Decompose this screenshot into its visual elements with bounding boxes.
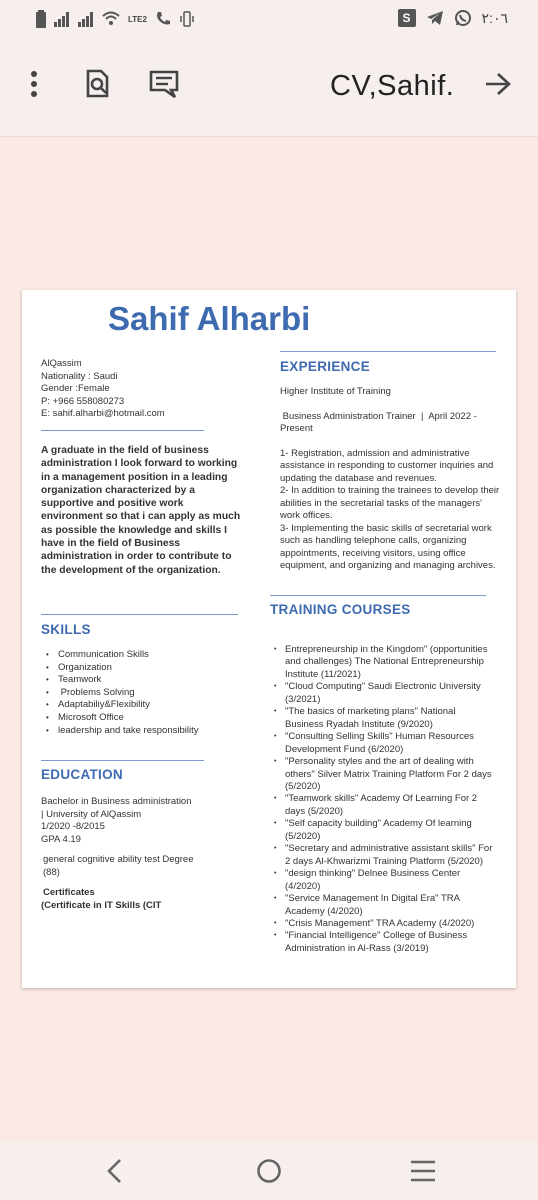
comment-icon[interactable] xyxy=(144,64,184,104)
back-icon[interactable] xyxy=(94,1154,134,1188)
list-item: • "Financial Intelligence" College of Business Administration in Al-Rass (3/2019) xyxy=(274,930,496,955)
vibrate-icon xyxy=(179,11,195,27)
search-doc-icon[interactable] xyxy=(78,64,118,104)
list-item: • "Personality styles and the art of dealing with others" Silver Matrix Training Platform For 2 days (5/2020) xyxy=(274,756,496,793)
test: general cognitive ability test Degree xyxy=(43,854,194,865)
network-label: LTE2 xyxy=(128,14,147,24)
contact-line: Nationality : Saudi xyxy=(41,370,118,382)
arrow-right-icon[interactable] xyxy=(478,64,518,104)
telegram-icon xyxy=(426,10,444,26)
list-item: • Organization xyxy=(46,662,198,675)
signal-icon xyxy=(54,11,70,27)
list-item: • Problems Solving xyxy=(46,687,198,700)
experience-block xyxy=(280,386,502,573)
skills-list xyxy=(46,649,198,737)
experience-heading: EXPERIENCE xyxy=(280,359,371,374)
status-icons-left xyxy=(36,10,195,28)
list-item: • "Service Management In Digital Era" TRA Academy (4/2020) xyxy=(274,893,496,918)
experience-duty: 1- Registration, admission and administrative assistance in responding to customer inquiries and updating the database and revenues. xyxy=(280,447,494,484)
list-item: • "Consulting Selling Skills" Human Resources Development Fund (6/2020) xyxy=(274,731,496,756)
list-item: • "Teamwork skills" Academy Of Learning For 2 days (5/2020) xyxy=(274,793,496,818)
battery-icon xyxy=(36,10,46,28)
divider xyxy=(270,595,486,596)
experience-role: Business Administration Trainer | April 2022 - Present xyxy=(280,410,480,434)
navigation-bar xyxy=(0,1142,538,1200)
divider xyxy=(41,614,238,615)
list-item: • Communication Skills xyxy=(46,649,198,662)
cv-name: Sahif Alharbi xyxy=(108,300,311,337)
list-item: • Entrepreneurship in the Kingdom" (opportunities and challenges) The National Entrepreneurship Institute (11/2021) xyxy=(274,644,496,681)
skills-heading: SKILLS xyxy=(41,622,91,637)
clock: ٢:٠٦ xyxy=(481,9,508,26)
degree: Bachelor in Business administration xyxy=(41,796,192,807)
app-bar xyxy=(0,40,538,137)
cv-page xyxy=(22,290,516,988)
list-item: • Teamwork xyxy=(46,674,198,687)
university: | University of AlQassim xyxy=(41,808,142,820)
list-item: • Microsoft Office xyxy=(46,712,198,725)
education-heading: EDUCATION xyxy=(41,767,123,782)
s-app-icon: S xyxy=(398,9,416,27)
list-item: • Adaptabiliy&Flexibility xyxy=(46,699,198,712)
contact-line: E: sahif.alharbi@hotmail.com xyxy=(41,408,165,419)
wifi-icon xyxy=(102,11,120,27)
list-item: • leadership and take responsibility xyxy=(46,725,198,738)
courses-list xyxy=(274,644,496,955)
home-icon[interactable] xyxy=(249,1154,289,1188)
signal-icon xyxy=(78,11,94,27)
list-item: • "The basics of marketing plans" National Business Ryadah Institute (9/2020) xyxy=(274,706,496,731)
whatsapp-icon xyxy=(454,9,472,27)
list-item: • "Secretary and administrative assistant skills" For 2 days Al-Khwarizmi Training Platform (5/2020) xyxy=(274,843,496,868)
list-item: • "Crisis Management" TRA Academy (4/2020) xyxy=(274,918,496,930)
document-title: CV,Sahif. xyxy=(330,70,455,102)
divider xyxy=(41,760,204,761)
experience-org: Higher Institute of Training xyxy=(280,386,391,397)
education-block xyxy=(41,796,241,912)
contact-line: AlQassim xyxy=(41,358,82,369)
list-item: • "Self capacity building" Academy Of learning (5/2020) xyxy=(274,818,496,843)
dates: 1/2020 -8/2015 xyxy=(41,821,105,832)
training-heading: TRAINING COURSES xyxy=(270,602,411,617)
experience-duty: 3- Implementing the basic skills of secretarial work such as handling telephone calls, organizing appointments, receiving visitors, using office equipment, and organizing and managing archives. xyxy=(280,522,496,571)
contact-line: P: +966 558080273 xyxy=(41,395,125,407)
more-vert-icon[interactable] xyxy=(14,64,54,104)
test-score: (88) xyxy=(43,866,60,878)
contact-line: Gender :Female xyxy=(41,383,110,394)
certificates-label: Certificates xyxy=(43,887,95,898)
certificate: (Certificate in IT Skills (CIT xyxy=(41,899,162,911)
call-icon xyxy=(155,11,171,27)
recents-icon[interactable] xyxy=(403,1154,443,1188)
contact-block xyxy=(41,358,165,421)
divider xyxy=(41,430,204,431)
divider xyxy=(280,351,496,352)
list-item: • "Cloud Computing" Saudi Electronic University (3/2021) xyxy=(274,681,496,706)
list-item: • "design thinking" Delnee Business Center (4/2020) xyxy=(274,868,496,893)
status-bar xyxy=(0,0,538,40)
gpa: GPA 4.19 xyxy=(41,833,81,845)
experience-duty: 2- In addition to training the trainees to develop their abilities in the secretarial tasks of the managers' work offices. xyxy=(280,485,500,521)
summary: A graduate in the field of business administration I look forward to working in a management position in a leading organization characterized by a supportive and positive work environment so that i can apply as much as possible the knowledge and skills I have in the field of Business administration in order to contribute to the development of the organization. xyxy=(41,445,241,576)
status-icons-right xyxy=(398,9,508,27)
